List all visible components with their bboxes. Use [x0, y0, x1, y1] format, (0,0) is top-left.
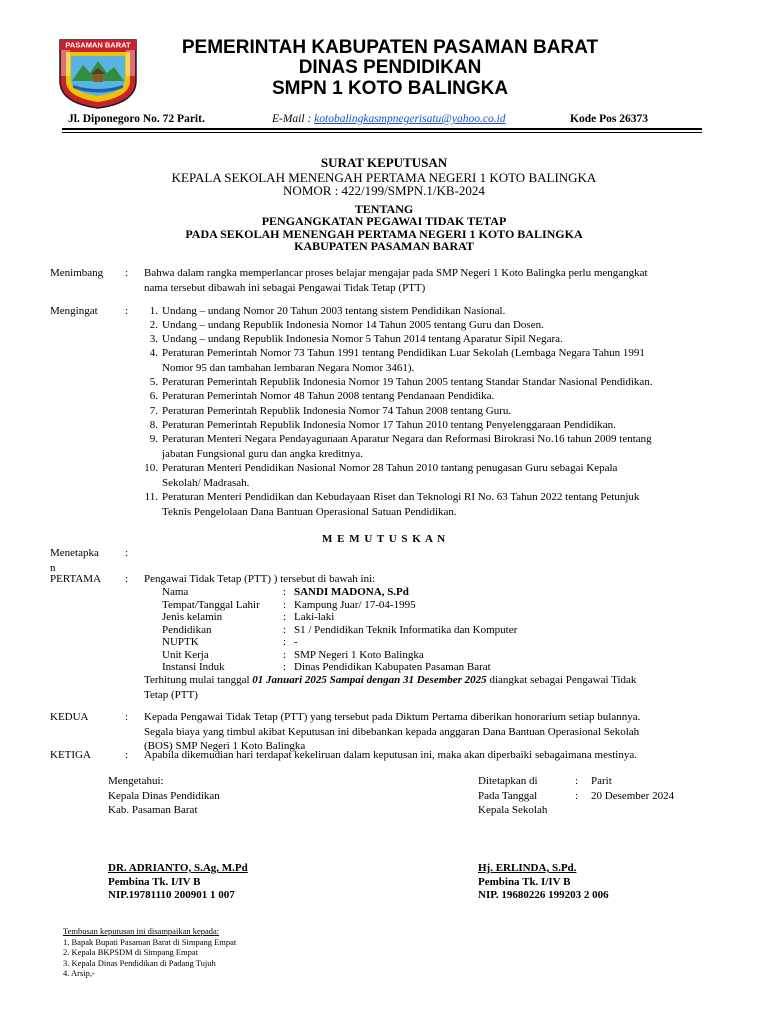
field-value: Laki-laki: [294, 611, 335, 623]
pertama-colon: :: [125, 573, 129, 585]
term-prefix: Terhitung mulai tanggal: [144, 674, 250, 686]
pertama-term-line: [144, 673, 724, 688]
tembusan-item: 1. Bapak Bupati Pasaman Barat di Simpang Empat: [63, 936, 237, 947]
mengingat-item: [162, 389, 724, 404]
sign-left-header: [108, 774, 220, 818]
doc-type: SURAT KEPUTUSAN: [320, 155, 448, 170]
ketiga-text: Apabila dikemudian hari terdapat kekeliruan dalam keputusan ini, maka akan diperbaiki sebagaimana mestinya.: [144, 749, 637, 761]
sign-right-key: Ditetapkan di: [478, 775, 538, 787]
field-colon: :: [283, 598, 287, 611]
doc-subject-1: PENGANGKATAN PEGAWAI TIDAK TETAP: [261, 214, 507, 228]
email-label: E-Mail :: [272, 113, 312, 125]
tembusan-item: 3. Kepala Dinas Pendidikan di Padang Tujuh: [63, 957, 216, 968]
pasaman-barat-emblem: [57, 37, 139, 109]
field-label: Instansi Induk: [162, 661, 225, 673]
field-colon: :: [283, 661, 287, 673]
menetapkan-label-line1: Menetapka: [50, 547, 99, 559]
term-dates: 01 Januari 2025 Sampai dengan 31 Desember 2025: [252, 674, 487, 686]
mengingat-item-line: Undang – undang Republik Indonesia Nomor 14 Tahun 2005 tentang Guru dan Dosen.: [162, 319, 544, 331]
letterhead-agency: DINAS PENDIDIKAN: [298, 57, 482, 78]
mengingat-item-line: jabatan Fungsional guru dan angka kreditnya.: [162, 447, 364, 460]
kedua-label: KEDUA: [50, 711, 89, 723]
mengingat-item: [162, 461, 724, 490]
pertama-term: [144, 673, 724, 702]
field-label: Unit Kerja: [162, 648, 209, 661]
mengingat-item: [162, 304, 724, 319]
field-colon: :: [283, 586, 287, 598]
field-label: NUPTK: [162, 636, 199, 648]
mengingat-item: [162, 418, 724, 433]
ketiga-label: KETIGA: [50, 749, 91, 761]
mengingat-item-line: Peraturan Pemerintah Nomor 48 Tahun 2008 tentang Pendanaan Pendidika.: [162, 390, 495, 402]
sign-right-colon: :: [575, 789, 579, 802]
field-colon: :: [283, 623, 287, 636]
kedua-line: Kepada Pengawai Tidak Tetap (PTT) yang tersebut pada Diktum Pertama diberikan honorarium setiap bulannya.: [144, 711, 641, 723]
mengingat-item-line: Undang – undang Republik Indonesia Nomor 5 Tahun 2014 tentang Aparatur Sipil Negara.: [162, 333, 563, 345]
mengingat-item-number: 6.: [149, 390, 158, 402]
mengingat-item-number: 9.: [149, 433, 158, 445]
mengingat-item: [162, 318, 724, 333]
menimbang-text: [144, 266, 724, 295]
mengingat-item: [162, 375, 724, 390]
sign-right-value: 20 Desember 2024: [591, 789, 675, 802]
mengingat-item-number: 5.: [149, 376, 158, 388]
sign-left-line: Mengetahui:: [108, 775, 164, 787]
tembusan-item: 4. Arsip,-: [63, 968, 95, 978]
field-label: Pendidikan: [162, 623, 212, 636]
letterhead-government: PEMERINTAH KABUPATEN PASAMAN BARAT: [181, 37, 599, 58]
letterhead-address: Jl. Diponegoro No. 72 Parit.: [68, 113, 205, 125]
mengingat-item-line: Peraturan Pemerintah Republik Indonesia Nomor 19 Tahun 2005 tentang Standar Standar Nasional Pendidikan.: [162, 376, 653, 388]
tembusan-block: [63, 926, 236, 979]
sign-left-nip: NIP.19781110 200901 1 007: [108, 889, 235, 901]
field-value: S1 / Pendidikan Teknik Informatika dan Komputer: [294, 623, 518, 636]
mengingat-item-number: 4.: [149, 347, 158, 359]
sign-right-value: Parit: [591, 775, 612, 787]
email-link[interactable]: kotobalingkasmpnegerisatu@yahoo.co.id: [314, 113, 506, 125]
sign-right-block: [478, 862, 609, 903]
mengingat-item-line: Peraturan Menteri Pendidikan Nasional Nomor 28 Tahun 2010 tantang penugasan Guru sebagai Kepala: [162, 462, 618, 474]
sign-right-row: [478, 789, 674, 804]
sign-left-block: [108, 862, 248, 903]
mengingat-item-line: Sekolah/ Madrasah.: [162, 476, 250, 489]
mengingat-item-line: Peraturan Menteri Negara Pendayagunaan Aparatur Negara dan Reformasi Birokrasi No.16 tahun 2009 tentang: [162, 433, 652, 445]
letterhead-email-row: [272, 112, 506, 126]
mengingat-item-line: Peraturan Pemerintah Nomor 73 Tahun 1991 tentang Pendidikan Luar Sekolah (Lembaga Negara Tahun 1991: [162, 347, 645, 359]
menetapkan-colon: :: [125, 547, 129, 559]
sign-right-key: Pada Tanggal: [478, 789, 538, 802]
mengingat-item-line: Peraturan Pemerintah Republik Indonesia Nomor 74 Tahun 2008 tentang Guru.: [162, 405, 512, 417]
letterhead-rule-thick: [62, 128, 702, 130]
doc-issuer: KEPALA SEKOLAH MENENGAH PERTAMA NEGERI 1 KOTO BALINGKA: [171, 170, 597, 185]
mengingat-item-number: 10.: [144, 462, 158, 474]
pertama-intro: Pengawai Tidak Tetap (PTT) ) tersebut di bawah ini:: [144, 573, 376, 585]
field-label: Tempat/Tanggal Lahir: [162, 598, 260, 611]
ketiga-colon: :: [125, 749, 129, 761]
tembusan-title: Tembusan keputusan ini disampaikan kepada:: [63, 926, 220, 936]
menetapkan-label: [50, 546, 99, 575]
mengingat-item-number: 11.: [144, 491, 158, 503]
employee-name: SANDI MADONA, S.Pd: [294, 586, 409, 598]
mengingat-item-line: Peraturan Menteri Pendidikan dan Kebudayaan Riset dan Teknologi RI No. 63 Tahun 2022 tentang Petunjuk: [162, 491, 640, 503]
doc-subject-3: KABUPATEN PASAMAN BARAT: [294, 239, 474, 253]
mengingat-item-line: Undang – undang Nomor 20 Tahun 2003 tentang sistem Pendidikan Nasional.: [162, 305, 506, 317]
pertama-label: PERTAMA: [50, 573, 102, 585]
field-value: -: [294, 636, 298, 648]
kedua-colon: :: [125, 711, 129, 723]
menimbang-line: Bahwa dalam rangka memperlancar proses belajar mengajar pada SMP Negeri 1 Koto Balingka perlu mengangkat: [144, 267, 648, 279]
mengingat-label: Mengingat: [50, 305, 98, 317]
mengingat-item: [162, 404, 724, 419]
menimbang-line: nama tersebut dibawah ini sebagai Pengawai Tidak Tetap (PTT): [144, 281, 426, 294]
sign-right-header: [478, 774, 674, 818]
doc-tentang: TENTANG: [354, 202, 414, 216]
field-label: Nama: [162, 586, 189, 598]
doc-subject-2: PADA SEKOLAH MENENGAH PERTAMA NEGERI 1 KOTO BALINGKA: [185, 227, 583, 241]
field-value: Dinas Pendidikan Kabupaten Pasaman Barat: [294, 661, 491, 673]
sign-left-name: DR. ADRIANTO, S.Ag, M.Pd: [108, 862, 248, 874]
mengingat-item-line: Peraturan Pemerintah Republik Indonesia Nomor 17 Tahun 2010 tentang Penyelenggaraan Pendidikan.: [162, 419, 616, 431]
sign-right-name: Hj. ERLINDA, S.Pd.: [478, 862, 577, 874]
field-label: Jenis kelamin: [162, 611, 223, 623]
menimbang-label: Menimbang: [50, 267, 104, 279]
sign-right-nip: NIP. 19680226 199203 2 006: [478, 889, 609, 901]
sign-right-rank: Pembina Tk. I/IV B: [478, 875, 571, 888]
mengingat-item: [162, 432, 724, 461]
field-colon: :: [283, 636, 287, 648]
letterhead-postal-code: Kode Pos 26373: [570, 113, 648, 125]
term-suffix: diangkat sebagai Pengawai Tidak: [489, 674, 637, 686]
mengingat-item-number: 7.: [149, 405, 158, 417]
kedua-text: [144, 710, 724, 754]
mengingat-item-number: 2.: [149, 319, 158, 331]
mengingat-colon: :: [125, 305, 129, 317]
doc-number: NOMOR : 422/199/SMPN.1/KB-2024: [283, 183, 485, 198]
mengingat-item: [162, 332, 724, 347]
mengingat-item-number: 1.: [149, 305, 158, 317]
field-value: Kampung Juar/ 17-04-1995: [294, 598, 416, 611]
mengingat-item: [162, 346, 724, 375]
field-colon: :: [283, 611, 287, 623]
mengingat-item-line: Teknis Pengelolaan Dana Bantuan Operasional Satuan Pendidikan.: [162, 505, 457, 518]
sign-right-line: Kepala Sekolah: [478, 804, 548, 816]
mengingat-item: [162, 490, 724, 519]
emblem-caption: PASAMAN BARAT: [65, 40, 131, 50]
field-value: SMP Negeri 1 Koto Balingka: [294, 648, 424, 661]
pertama-term-line2: Tetap (PTT): [144, 688, 198, 701]
mengingat-item-number: 3.: [149, 333, 158, 345]
sign-right-row: [478, 774, 674, 789]
sign-left-line: Kab. Pasaman Barat: [108, 804, 198, 816]
kedua-line: Segala biaya yang timbul akibat Keputusan ini dibebankan kepada anggaran Dana Bantuan Operasional Sekolah: [144, 725, 640, 738]
sign-right-colon: :: [575, 775, 579, 787]
sign-left-line: Kepala Dinas Pendidikan: [108, 789, 220, 802]
kedua-line: (BOS) SMP Negeri 1 Koto Balingka: [144, 740, 306, 752]
tembusan-item: 2. Kepala BKPSDM di Simpang Empat: [63, 947, 199, 957]
mengingat-item-number: 8.: [149, 419, 158, 431]
mengingat-item-line: Nomor 95 dan tambahan lembaran Negara Nomor 3461).: [162, 361, 415, 374]
field-colon: :: [283, 648, 287, 661]
memutuskan-heading: M E M U T U S K A N: [321, 533, 447, 545]
menimbang-colon: :: [125, 267, 129, 279]
letterhead-school: SMPN 1 KOTO BALINGKA: [271, 78, 509, 99]
menetapkan-label-line2: n: [50, 561, 56, 574]
sign-left-rank: Pembina Tk. I/IV B: [108, 875, 201, 888]
letterhead-rule-thin: [62, 132, 702, 133]
